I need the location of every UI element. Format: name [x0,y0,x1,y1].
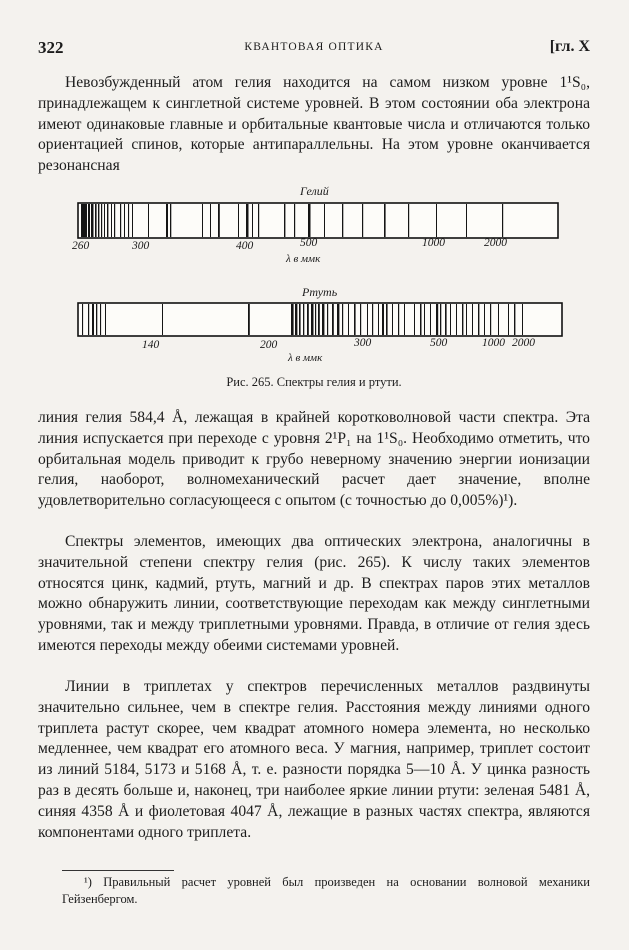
mercury-spectral-line [382,304,384,335]
mercury-spectral-line [378,304,379,335]
helium-spectral-line [408,204,409,237]
mercury-spectral-line [436,304,438,335]
mercury-spectral-line [248,304,250,335]
mercury-spectral-line [303,304,304,335]
mercury-spectral-line [332,304,334,335]
mercury-tick: 140 [142,339,160,351]
chapter-marker: [гл. X [549,38,590,55]
mercury-spectral-line [88,304,89,335]
mercury-spectral-line [430,304,431,335]
text-run: Невозбужденный атом гелия находится на самом низком уровне [65,74,560,91]
helium-spectral-line [294,204,295,237]
helium-spectral-line [101,204,102,237]
footnote: ¹) Правильный расчет уровней был произведен на основании волновой механики Гейзенбергом. [62,875,590,906]
helium-spectral-line [342,204,343,237]
helium-spectral-line [362,204,363,237]
mercury-spectral-line [514,304,515,335]
helium-spectral-line [120,204,121,237]
mercury-tick: 500 [430,337,448,349]
mercury-spectral-line [424,304,425,335]
mercury-spectral-line [398,304,399,335]
helium-spectral-line [436,204,437,237]
helium-spectral-line [124,204,125,237]
mercury-spectral-line [440,304,441,335]
helium-tick: 300 [132,240,150,252]
mercury-spectral-line [462,304,463,335]
text-run: . Необходимо отметить, что орбитальная модель приводит к грубо неверному значению энергии ионизации гелия, наоборот, волномеханический расчет дает значение, вполне удовлетворительно согласующееся с опытом (с точностью до 0,005%)¹). [38,429,590,510]
mercury-spectral-line [327,304,328,335]
helium-tick: 260 [72,240,90,252]
helium-spectral-line [88,204,90,237]
mercury-spectral-line [484,304,485,335]
helium-spectral-line [246,204,249,237]
mercury-spectral-line [311,304,314,335]
mercury-spectral-line [392,304,393,335]
helium-spectral-line [466,204,467,237]
figure-caption: Рис. 265. Спектры гелия и ртути. [226,375,402,389]
mercury-spectrum-title: Ртуть [302,285,338,299]
helium-spectral-line [166,204,168,237]
mercury-spectral-line [420,304,422,335]
mercury-spectral-line [295,304,297,335]
mercury-spectral-line [291,304,294,335]
mercury-spectral-line [466,304,467,335]
mercury-tick: 2000 [512,337,535,349]
mercury-spectral-line [522,304,523,335]
paragraph-triplets: Линии в триплетах у спектров перечисленных металлов раздвинуты значительно сильнее, чем в спектре гелия. Расстояния между линиями одного триплета растут скорее, чем квадрат атомного номера элемента, но несколько медленнее, чем квадрат его атомного веса. У магния, например, триплет состоит из линий 5184, 5173 и 5168 Å, т. е. разности порядка 5—10 Å. У цинка разность раз в десять больше и, наконец, три наиболее яркие линии ртути: зеленая 5481 Å, синяя 4358 Å и фиолетовая 4047 Å, лежащие в разных частях спектра, являются компонентами одного триплета. [38,678,590,841]
mercury-spectral-line [360,304,361,335]
helium-spectral-line [107,204,108,237]
helium-spectral-line [114,204,115,237]
helium-unit: λ в ммк [286,253,321,265]
text-run: на [351,429,377,447]
mercury-spectral-line [404,304,405,335]
mercury-spectral-line [315,304,316,335]
mercury-spectral-line [105,304,106,335]
mercury-spectral-line [372,304,373,335]
mercury-spectral-line [342,304,343,335]
mercury-spectral-line [490,304,491,335]
mercury-spectral-line [307,304,309,335]
mercury-spectral-line [96,304,97,335]
helium-tick: 2000 [484,237,507,249]
mercury-spectral-line [162,304,163,335]
helium-tick: 500 [300,237,318,249]
mercury-spectral-line [386,304,388,335]
mercury-spectral-line [445,304,447,335]
mercury-spectral-line [92,304,94,335]
helium-spectral-line [324,204,325,237]
mercury-spectral-line [100,304,101,335]
mercury-spectral-line [498,304,499,335]
helium-spectral-line [308,204,311,237]
mercury-tick: 200 [260,339,278,351]
mercury-spectral-line [478,304,479,335]
mercury-spectral-line [337,304,339,335]
paragraph-resonance-line [38,408,590,512]
term-symbol: 1¹S₀ [376,429,404,447]
helium-spectral-line [84,204,87,237]
mercury-spectral-line [414,304,415,335]
helium-spectral-line [258,204,259,237]
helium-spectral-line [104,204,105,237]
mercury-tick: 1000 [482,337,505,349]
helium-spectral-line [238,204,239,237]
paragraph-two-electron-spectra: Спектры элементов, имеющих два оптических электрона, аналогичны в значительной степени спектру гелия (рис. 265). К числу таких элементов относятся цинк, кадмий, ртуть, магний и др. В спектрах паров этих металлов можно обнаружить линии, соответствующие переходам как между синглетными уровнями, так и между триплетными уровнями. Правда, в отличие от гелия здесь имеются переходы между обеими системами уровней. [38,533,590,654]
helium-spectral-line [284,204,285,237]
text-run: линия гелия 584,4 Å, лежащая в крайней коротковолновой части спектра. Эта линия испускается при переходе с уровня [38,409,590,447]
helium-spectral-line [111,204,112,237]
paragraph-helium-ground-state [38,73,590,177]
mercury-strip-frame [78,303,562,336]
helium-spectral-line [81,204,84,237]
mercury-spectral-line [456,304,457,335]
mercury-spectral-line [82,304,83,335]
helium-spectral-line [98,204,99,237]
mercury-spectral-line [318,304,320,335]
helium-spectral-line [95,204,97,237]
term-symbol: 1¹S₀ [559,74,587,91]
helium-spectral-line [132,204,133,237]
helium-spectral-line [210,204,211,237]
mercury-spectral-line [367,304,368,335]
mercury-spectral-line [450,304,451,335]
helium-spectral-line [252,204,253,237]
mercury-unit: λ в ммк [288,352,323,364]
footnote-rule [62,870,174,871]
helium-tick: 1000 [422,237,445,249]
figure-265 [62,182,566,397]
mercury-spectral-line [322,304,324,335]
helium-spectral-line [170,204,171,237]
helium-spectrum-title: Гелий [300,184,329,198]
mercury-spectral-line [348,304,349,335]
helium-spectral-line [202,204,203,237]
page-header [38,38,590,60]
helium-spectral-line [128,204,129,237]
page-number: 322 [38,38,64,57]
helium-spectral-line [384,204,386,237]
mercury-spectral-line [299,304,301,335]
helium-spectral-line [502,204,503,237]
text-run: , принадлежащем к синглетной системе уровней. В этом состоянии оба электрона имеют одинаковые главные и орбитальные квантовые числа и отличаются только ориентацией спинов, которые антипараллельны. На этом уровне оканчивается резонансная [38,74,590,175]
mercury-spectral-line [472,304,473,335]
mercury-spectral-line [354,304,356,335]
term-symbol: 2¹P₁ [324,429,352,447]
helium-tick: 400 [236,240,254,252]
helium-spectral-line [218,204,220,237]
helium-spectral-line [148,204,149,237]
helium-strip-frame [78,203,558,238]
mercury-tick: 300 [354,337,372,349]
running-title: КВАНТОВАЯ ОПТИКА [244,41,384,53]
helium-spectral-line [91,204,94,237]
mercury-spectral-line [508,304,509,335]
helium-spectrum-strip [62,202,566,242]
